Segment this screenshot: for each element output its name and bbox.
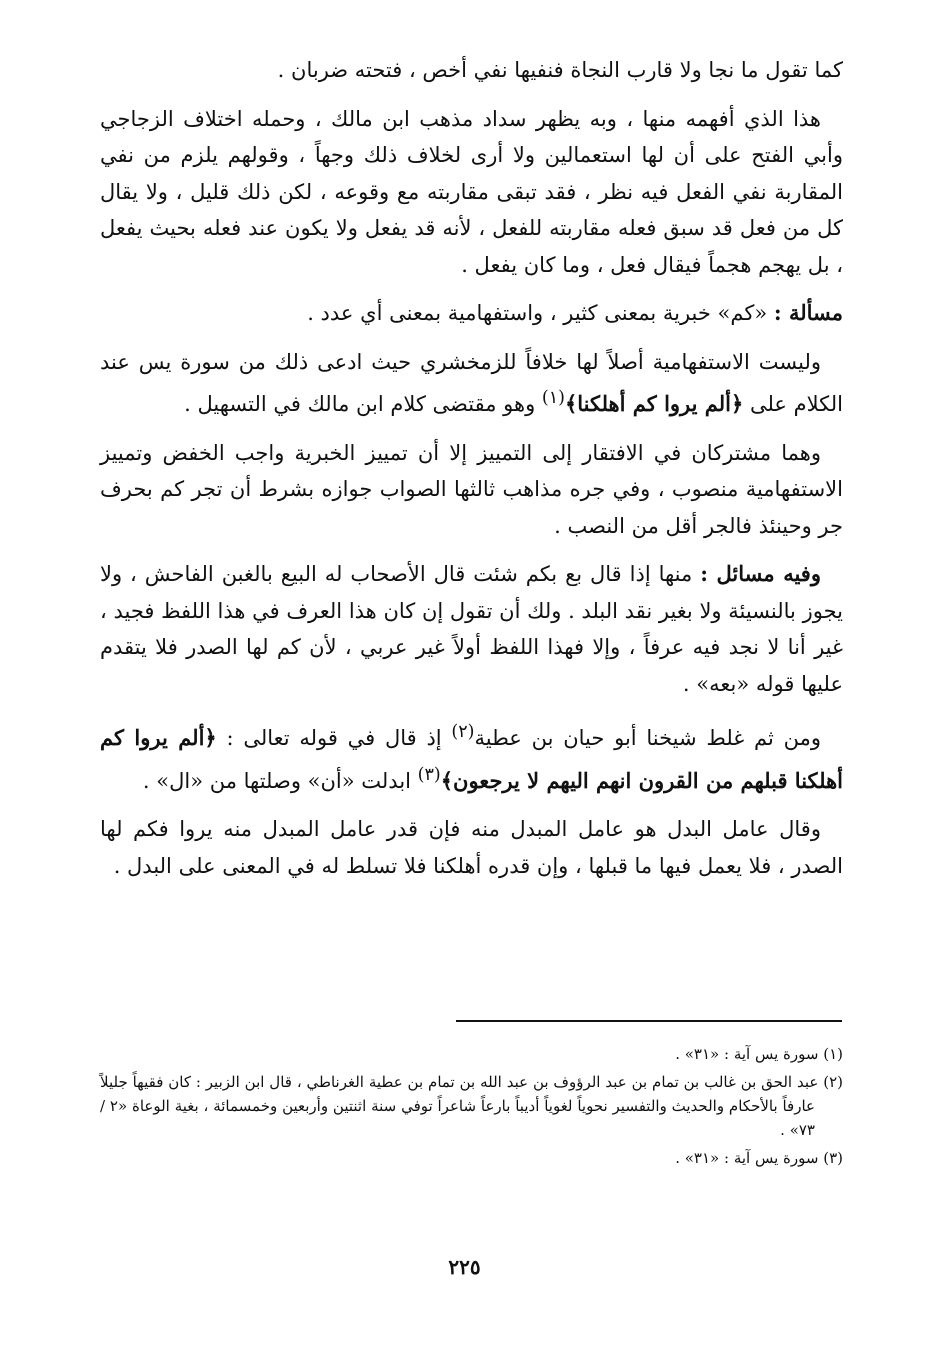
main-text <box>100 52 843 896</box>
paragraph-7-text-before: ومن ثم غلط شيخنا أبو حيان بن عطية <box>474 726 821 750</box>
paragraph-4-text-after: وهو مقتضى كلام ابن مالك في التسهيل . <box>184 392 542 416</box>
footnote-3: (٣) سورة يس آية : «٣١» . <box>675 1149 843 1167</box>
footnotes <box>100 1042 843 1174</box>
footnote-ref-2: (٢) <box>451 722 475 742</box>
footnote-2: (٢) عبد الحق بن غالب بن تمام بن عبد الرؤوف بن عبد الله بن تمام بن عطية الغرناطي ، قال ابن الزبير : كان فقيهاً جليلاً عارفاً بالأحكام والحديث والتفسير نحوياً لغوياً أديباً بارعاً شاعراً توفي سنة اثنتين وأربعين وخمسمائة ، بغية الوعاة «٢ / ٧٣» . <box>100 1073 843 1139</box>
page-number: ٢٢٥ <box>448 1255 481 1279</box>
paragraph-8 <box>100 811 843 884</box>
paragraph-8-text: وقال عامل البدل هو عامل المبدل منه فإن قدر عامل المبدل منه يروا فكم لها الصدر ، فلا يعمل فيها ما قبلها ، وإن قدره أهلكنا فلا تسلط له في المعنى على البدل . <box>100 817 843 878</box>
paragraph-1 <box>100 52 843 89</box>
paragraph-7-text-after: ابدلت «أن» وصلتها من «ال» . <box>142 768 418 793</box>
paragraph-1-text: كما تقول ما نجا ولا قارب النجاة فنفيها نفي أخص ، فتحته ضربان . <box>277 58 843 82</box>
paragraph-4-text-before: وليست الاستفهامية أصلاً لها خلافاً للزمخشري حيث ادعى ذلك من سورة يس عند الكلام على <box>100 349 843 416</box>
footnote-1: (١) سورة يس آية : «٣١» . <box>675 1045 843 1063</box>
paragraph-7 <box>100 714 843 799</box>
paragraph-4-quote: ﴿ألم يروا كم أهلكنا﴾ <box>564 391 744 416</box>
paragraph-7-text-mid: إذ قال في قوله تعالى : <box>216 726 452 750</box>
paragraph-5 <box>100 435 843 545</box>
paragraph-3-lead: مسألة : <box>773 300 843 325</box>
paragraph-6 <box>100 556 843 702</box>
paragraph-6-lead: وفيه مسائل : <box>700 561 821 586</box>
paragraph-3 <box>100 295 843 332</box>
paragraph-6-text: منها إذا قال بع بكم شئت قال الأصحاب له البيع بالغبن الفاحش ، ولا يجوز بالنسيئة ولا بغير نقد البلد . ولك أن تقول إن كان هذا العرف في هذا اللفظ فجيد ، غير أنا لا نجد فيه عرفاً ، وإلا فهذا اللفظ أولاً غير عربي ، لأن كم لها الصدر فلا يتقدم عليها قوله «بعه» . <box>100 562 843 696</box>
paragraph-4 <box>100 344 843 423</box>
footnote-ref-3: (٣) <box>417 764 441 785</box>
paragraph-2-text: هذا الذي أفهمه منها ، وبه يظهر سداد مذهب ابن مالك ، وحمله اختلاف الزجاجي وأبي الفتح على أن لها استعمالين ولا أرى لخلاف ذلك وجهاً ، وقولهم يلزم من نفي المقاربة نفي الفعل فيه نظر ، فقد تبقى مقاربته مع وقوعه ، لكن ذلك قليل ، ولا يقال كل من فعل قد سبق فعله مقاربته للفعل ، لأنه قد يفعل ولا يكون عند فعله بحيث يفعل ، بل يهجم هجماً فيقال فعل ، وما كان يفعل . <box>100 106 843 277</box>
paragraph-2 <box>100 101 843 284</box>
footnote-divider <box>456 1020 842 1022</box>
paragraph-7-quote: ﴿ألم يروا كم أهلكنا قبلهم من القرون انهم اليهم لا يرجعون﴾ <box>100 725 843 793</box>
paragraph-3-text: «كم» خبرية بمعنى كثير ، واستفهامية بمعنى أي عدد . <box>307 301 774 325</box>
paragraph-5-text: وهما مشتركان في الافتقار إلى التمييز إلا أن تمييز الخبرية واجب الخفض وتمييز الاستفهامية منصوب ، وفي جره مذاهب ثالثها الصواب جوازه بشرط أن تجر كم بحرف جر وحينئذ فالجر أقل من النصب . <box>100 440 843 538</box>
footnote-ref-1: (١) <box>541 388 565 408</box>
